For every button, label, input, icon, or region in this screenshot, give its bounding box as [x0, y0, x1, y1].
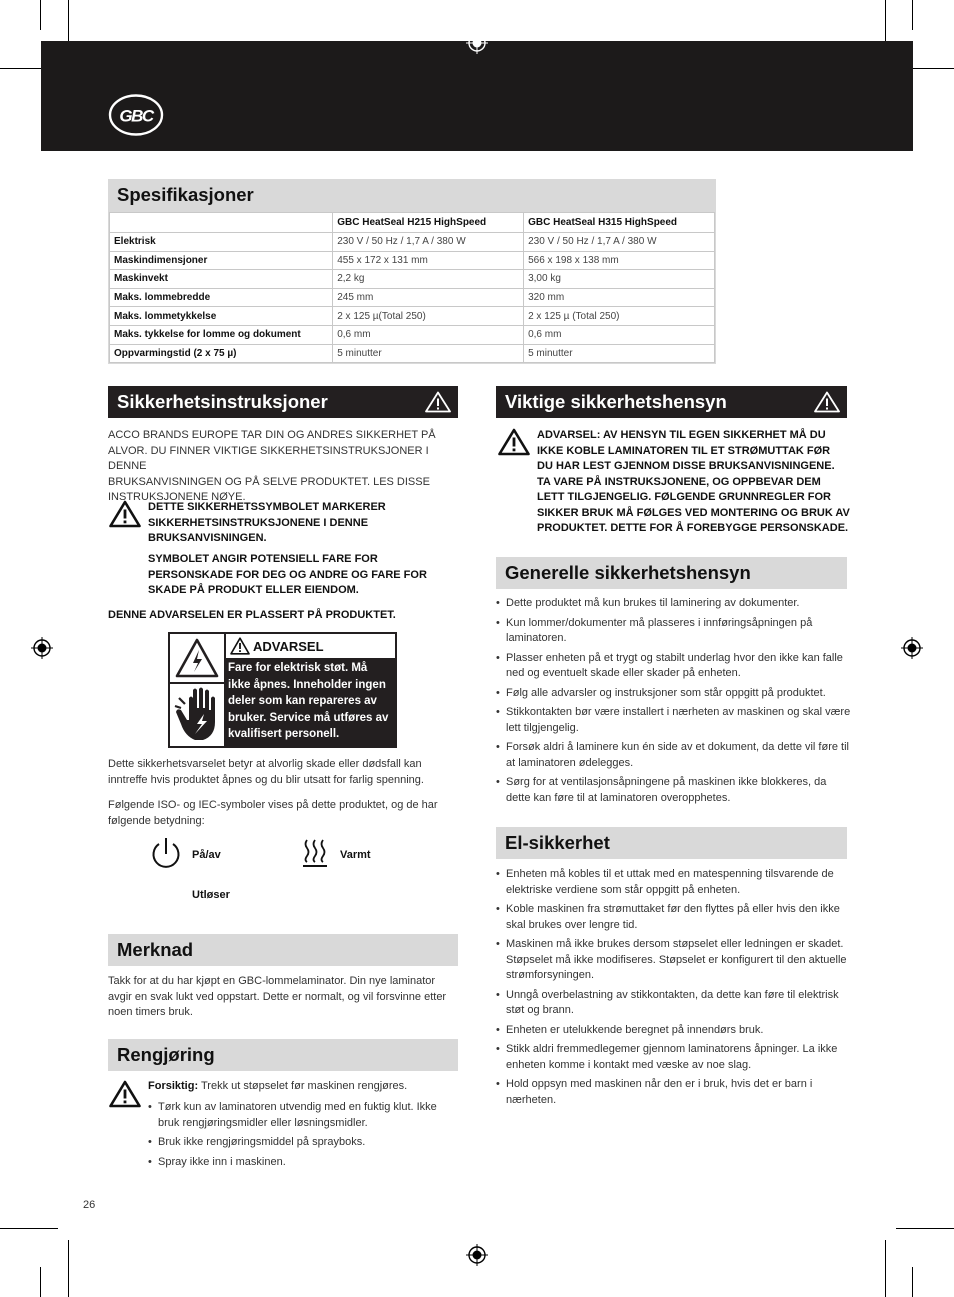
list-item — [496, 705, 851, 736]
text-line: • Bruk ikke rengjøringsmiddel på sprayboks. — [158, 1136, 366, 1148]
table-cell: 245 mm — [333, 288, 524, 307]
warning-label-pictograms — [170, 634, 224, 746]
warning-triangle-icon — [498, 428, 530, 456]
placement-note: DENNE ADVARSELEN ER PLASSERT PÅ PRODUKTET. — [108, 609, 396, 621]
specifications-section — [108, 179, 716, 364]
text-line: noen timers bruk. — [108, 1006, 193, 1018]
list-item — [496, 1077, 851, 1108]
text-line: Takk for at du har kjøpt en GBC-lommelaminator. Din nye laminator — [108, 975, 436, 987]
text-line: laminatoren. — [506, 632, 567, 644]
table-cell: Maskinvekt — [110, 270, 333, 289]
text-line: • Hold oppsyn med maskinen når den er i bruk, hvis det er barn i — [506, 1078, 813, 1090]
section-title-text: Sikkerhetsinstruksjoner — [117, 391, 328, 412]
text-line: PRODUKTET. DETTE FOR Å FOREBYGGE PERSONSKADE. — [537, 522, 849, 534]
table-cell: 2 x 125 µ (Total 250) — [524, 307, 715, 326]
header-band — [41, 41, 913, 151]
crop-mark — [912, 0, 913, 30]
list-item — [496, 651, 851, 682]
svg-text:GBC: GBC — [119, 106, 153, 126]
text-line: • Stikk aldri fremmedlegemer gjennom laminatorens åpninger. La ikke — [506, 1043, 838, 1055]
general-safety-title: Generelle sikkerhetshensyn — [496, 557, 847, 589]
text-line: LETT TILGJENGELIG. FØLGENDE GRUNNREGLER FOR — [537, 491, 831, 503]
text-line: • Tørk kun av laminatoren utvendig med en fuktig klut. Ikke — [158, 1101, 437, 1113]
list-item — [496, 867, 851, 898]
text-line: • Unngå overbelastning av stikkontakten, da dette kan føre til elektrisk — [506, 988, 839, 1001]
text-line: • Plasser enheten på et trygt og stabilt underlag hvor den ikke kan falle — [506, 651, 843, 664]
electrical-safety-title: El-sikkerhet — [496, 827, 847, 859]
warning-meaning — [108, 757, 458, 788]
table-cell: Oppvarmingstid (2 x 75 µ) — [110, 344, 333, 363]
caution-label: Forsiktig: — [148, 1080, 199, 1092]
specifications-title: Spesifikasjoner — [108, 179, 716, 211]
text-line: BRUKSANVISNINGEN. — [148, 532, 267, 544]
table-cell: 5 minutter — [524, 344, 715, 363]
text-line: nærheten. — [506, 1093, 557, 1106]
heat-symbol-label: Varmt — [340, 849, 371, 861]
crop-mark — [885, 1240, 886, 1297]
text-line: • Spray ikke inn i maskinen. — [158, 1155, 286, 1168]
list-item — [496, 775, 851, 806]
table-cell: 230 V / 50 Hz / 1,7 A / 380 W — [333, 233, 524, 252]
text-line: støt og brann. — [506, 1004, 574, 1016]
warning-triangle-icon — [814, 391, 840, 413]
text-line: bruk rengjøringsmidler eller løsningsmidler. — [158, 1116, 368, 1129]
page-number: 26 — [83, 1199, 96, 1211]
text-line: BRUKSANVISNINGEN OG PÅ SELVE PRODUKTET. LES DISSE — [108, 475, 430, 488]
specifications-table — [109, 212, 715, 363]
power-icon — [149, 836, 183, 872]
section-title-text: Viktige sikkerhetshensyn — [505, 391, 727, 412]
table-row — [110, 325, 715, 344]
list-item — [496, 740, 851, 771]
text-line: • Koble maskinen fra strømuttaket før den flyttes på eller hvis den ikke — [506, 903, 840, 915]
text-line: INSTRUKSJONENE NØYE. — [108, 491, 246, 503]
text-line: IKKE KOBLE LAMINATOREN TIL ET STRØMUTTAK FØR — [537, 444, 831, 457]
gbc-logo — [108, 94, 164, 136]
text-line: ACCO BRANDS EUROPE TAR DIN OG ANDRES SIKKERHET PÅ — [108, 429, 436, 441]
safety-intro — [108, 428, 458, 506]
crop-mark — [68, 1240, 69, 1297]
important-safety-title — [496, 386, 847, 418]
text-line: lett tilgjengelig. — [506, 721, 579, 734]
list-item — [148, 1155, 458, 1171]
table-cell: 5 minutter — [333, 344, 524, 363]
caution-text: Trekk ut støpselet før maskinen rengjøres. — [200, 1080, 408, 1092]
text-line: • Forsøk aldri å laminere kun én side av et dokument, da dette vil føre til — [506, 741, 849, 753]
text-line: PERSONSKADE FOR DEG OG ANDRE OG FARE FOR — [148, 568, 427, 581]
list-item — [496, 902, 851, 933]
note-title: Merknad — [108, 934, 458, 966]
text-line: SIKKERHETSINSTRUKSJONENE I DENNE — [148, 516, 369, 529]
crop-mark — [896, 1228, 954, 1229]
text-line: ikke åpnes. Inneholder ingen — [228, 678, 386, 691]
symbol-note — [148, 500, 458, 547]
text-line: elektriske verdiene som står oppgitt på enheten. — [506, 883, 741, 896]
text-line: dette kan føre til at laminatoren overopphetes. — [506, 791, 731, 804]
list-item — [496, 616, 851, 647]
table-header-row — [110, 213, 715, 233]
safety-instructions-title — [108, 386, 458, 418]
electric-shock-triangle-icon — [174, 637, 220, 679]
table-cell: 0,6 mm — [524, 325, 715, 344]
cleaning-title: Rengjøring — [108, 1039, 458, 1071]
table-row — [110, 288, 715, 307]
table-row — [110, 270, 715, 289]
warning-triangle-icon — [109, 500, 141, 528]
text-line: ned og eventuelt skade eller skader på enheten. — [506, 667, 741, 679]
iso-symbols-intro — [108, 798, 458, 829]
general-safety-list — [496, 596, 851, 810]
crop-mark — [40, 0, 41, 30]
table-cell: Maks. lommetykkelse — [110, 307, 333, 326]
text-line: Dette sikkerhetsvarselet betyr at alvorlig skade eller dødsfall kan — [108, 758, 422, 770]
table-cell: 320 mm — [524, 288, 715, 307]
text-line: • Sørg for at ventilasjonsåpningene på maskinen ikke blokkeres, da — [506, 776, 827, 788]
registration-mark-icon — [466, 1244, 488, 1266]
text-line: • Dette produktet må kun brukes til laminering av dokumenter. — [506, 597, 800, 609]
warning-triangle-icon — [425, 391, 451, 413]
text-line: ALVOR. DU FINNER VIKTIGE SIKKERHETSINSTRUKSJONER I DENNE — [108, 444, 429, 472]
pictogram-divider — [170, 682, 224, 684]
warning-label-title: ADVARSEL — [253, 638, 324, 654]
list-item — [496, 988, 851, 1019]
text-line: • Maskinen må ikke brukes dersom støpselet eller ledningen er skadet. — [506, 938, 844, 950]
important-warning-text — [537, 428, 852, 537]
table-cell: Maskindimensjoner — [110, 251, 333, 270]
text-line: • Stikkontakten bør være installert i nærheten av maskinen og skal være — [506, 706, 851, 718]
power-symbol-label: På/av — [192, 849, 221, 861]
registration-mark-icon — [901, 637, 923, 659]
text-line: kvalifisert personell. — [228, 728, 340, 741]
warning-label-body — [226, 660, 395, 743]
registration-mark-icon — [31, 637, 53, 659]
table-header-cell: GBC HeatSeal H215 HighSpeed — [333, 213, 524, 233]
warning-triangle-icon — [109, 1080, 141, 1108]
text-line: enheten komme i kontakt med væske av noe slag. — [506, 1058, 752, 1071]
table-row — [110, 307, 715, 326]
text-line: avgir en svak lukt ved oppstart. Dette er normalt, og vil forsvinne etter — [108, 990, 447, 1003]
crop-mark — [912, 1267, 913, 1297]
text-line: deler som kan repareres av — [228, 695, 377, 708]
heat-icon — [302, 838, 328, 868]
table-cell: 566 x 198 x 138 mm — [524, 251, 715, 270]
table-cell: 2 x 125 µ(Total 250) — [333, 307, 524, 326]
table-cell: Maks. lommebredde — [110, 288, 333, 307]
table-cell: 455 x 172 x 131 mm — [333, 251, 524, 270]
table-row — [110, 251, 715, 270]
hand-shock-icon — [173, 686, 221, 744]
list-item — [496, 937, 851, 984]
list-item — [496, 1023, 851, 1039]
text-line: • Følg alle advarsler og instruksjoner som står oppgitt på produktet. — [506, 686, 826, 699]
text-line: Følgende ISO- og IEC-symboler vises på dette produktet, og de har — [108, 799, 438, 811]
text-line: TA VARE PÅ INSTRUKSJONENE, OG OPPBEVAR DEM — [537, 475, 821, 488]
text-line: Støpselet må ikke modifiseres. Støpselet er konfigurert til den aktuelle — [506, 953, 847, 966]
text-line: SIKKER BRUK MÅ FØLGES VED MONTERING OG BRUK AV — [537, 506, 850, 519]
text-line: DU HAR LEST GJENNOM DISSE BRUKSANVISNINGENE. — [537, 460, 835, 472]
text-line: strømforsyningen. — [506, 969, 595, 981]
text-line: • Enheten er utelukkende beregnet på innendørs bruk. — [506, 1023, 764, 1036]
table-header-cell — [110, 213, 333, 233]
table-cell: Elektrisk — [110, 233, 333, 252]
warning-triangle-icon — [230, 637, 250, 655]
text-line: • Enheten må kobles til et uttak med en matespenning tilsvarende de — [506, 868, 834, 880]
release-symbol-label: Utløser — [192, 889, 230, 901]
list-item — [496, 596, 851, 612]
table-cell: 2,2 kg — [333, 270, 524, 289]
text-line: • Kun lommer/dokumenter må plasseres i innføringsåpningen på — [506, 616, 813, 629]
text-line: at laminatoren ødelegges. — [506, 756, 634, 769]
text-line: Fare for elektrisk støt. Må — [228, 662, 368, 674]
text-line: SYMBOLET ANGIR POTENSIELL FARE FOR — [148, 553, 378, 565]
table-cell: 3,00 kg — [524, 270, 715, 289]
warning-label — [168, 632, 397, 748]
text-line: SKADE PÅ PRODUKT ELLER EIENDOM. — [148, 584, 359, 596]
text-line: følgende betydning: — [108, 814, 205, 827]
table-cell: 0,6 mm — [333, 325, 524, 344]
cleaning-caution — [148, 1079, 458, 1095]
registration-mark-icon — [466, 32, 488, 54]
cleaning-list — [148, 1100, 458, 1174]
table-cell: Maks. tykkelse for lomme og dokument — [110, 325, 333, 344]
text-line: bruker. Service må utføres av — [228, 711, 389, 724]
text-line: DETTE SIKKERHETSSYMBOLET MARKERER — [148, 501, 386, 513]
electrical-safety-list — [496, 867, 851, 1112]
crop-mark — [40, 1267, 41, 1297]
table-row — [110, 233, 715, 252]
table-row — [110, 344, 715, 363]
warning-label-header — [224, 634, 395, 658]
table-header-cell: GBC HeatSeal H315 HighSpeed — [524, 213, 715, 233]
list-item — [496, 686, 851, 702]
text-line: skal brukes over lengre tid. — [506, 918, 638, 931]
text-line: ADVARSEL: AV HENSYN TIL EGEN SIKKERHET MÅ DU — [537, 429, 826, 441]
table-cell: 230 V / 50 Hz / 1,7 A / 380 W — [524, 233, 715, 252]
hazard-note — [148, 552, 458, 599]
list-item — [148, 1135, 458, 1151]
note-text — [108, 974, 458, 1021]
text-line: inntreffe hvis produktet åpnes og du blir utsatt for farlig spenning. — [108, 773, 424, 786]
list-item — [148, 1100, 458, 1131]
list-item — [496, 1042, 851, 1073]
crop-mark — [0, 1228, 58, 1229]
